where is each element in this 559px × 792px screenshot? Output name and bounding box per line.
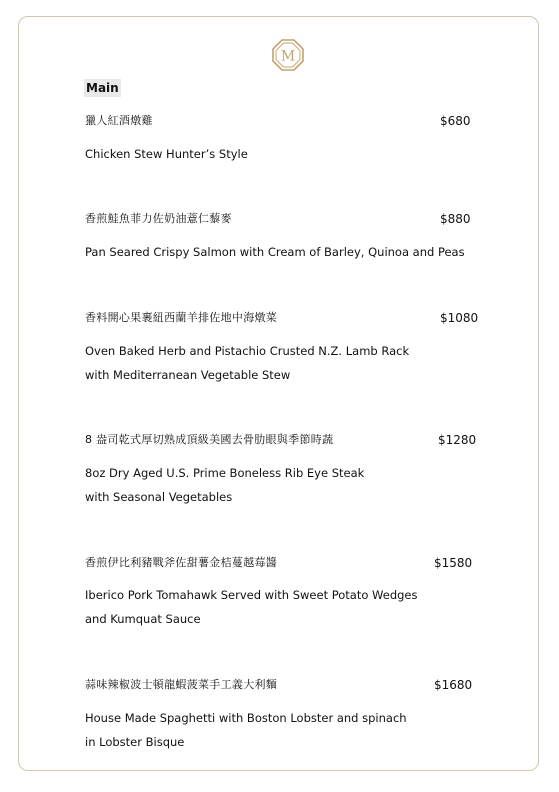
restaurant-logo bbox=[271, 38, 305, 72]
menu-item-name-en-line: 8oz Dry Aged U.S. Prime Boneless Rib Eye Steak bbox=[85, 466, 365, 480]
menu-item-name-zh: 香料開心果裹紐西蘭羊排佐地中海燉菜 bbox=[85, 311, 278, 324]
menu-item-name-en bbox=[85, 583, 418, 631]
menu-item-price: $1080 bbox=[440, 311, 479, 325]
menu-item-name-en-line: with Mediterranean Vegetable Stew bbox=[85, 368, 291, 382]
menu-item-name-zh: 香煎鮭魚菲力佐奶油薏仁藜麥 bbox=[85, 212, 232, 225]
menu-item-name-en-line: Pan Seared Crispy Salmon with Cream of Barley, Quinoa and Peas bbox=[85, 245, 465, 259]
menu-item-price: $680 bbox=[440, 114, 471, 128]
menu-item-price: $1680 bbox=[434, 678, 473, 692]
menu-item-name-zh: 香煎伊比利豬戰斧佐甜薯金桔蔓越莓醬 bbox=[85, 556, 278, 569]
menu-item-name-zh: 獵人紅酒燉雞 bbox=[85, 114, 153, 127]
menu-item-name-en bbox=[85, 142, 248, 166]
menu-item-name-en bbox=[85, 706, 407, 754]
menu-item-name-en-line: Chicken Stew Hunter’s Style bbox=[85, 147, 248, 161]
logo-letter: M bbox=[280, 48, 296, 65]
menu-item-price: $1580 bbox=[434, 556, 473, 570]
section-title: Main bbox=[86, 81, 119, 95]
menu-item-name-en-line: House Made Spaghetti with Boston Lobster and spinach bbox=[85, 711, 407, 725]
menu-item-name-en-line: in Lobster Bisque bbox=[85, 735, 185, 749]
menu-item-price: $880 bbox=[440, 212, 471, 226]
menu-item-price: $1280 bbox=[438, 433, 477, 447]
page-border bbox=[18, 16, 539, 771]
menu-item-name-zh: 8 盎司乾式厚切熟成頂級美國去骨肋眼與季節時蔬 bbox=[85, 433, 334, 446]
menu-item-name-en bbox=[85, 339, 409, 387]
logo-emblem-icon bbox=[271, 38, 305, 72]
menu-item-name-en bbox=[85, 461, 364, 509]
menu-item-name-en-line: Iberico Pork Tomahawk Served with Sweet Potato Wedges bbox=[85, 588, 418, 602]
menu-item-name-en bbox=[85, 240, 465, 264]
menu-item-name-zh: 蒜味辣椒波士頓龍蝦菠菜手工義大利麵 bbox=[85, 678, 278, 691]
menu-item-name-en-line: with Seasonal Vegetables bbox=[85, 490, 233, 504]
menu-item-name-en-line: Oven Baked Herb and Pistachio Crusted N.Z. Lamb Rack bbox=[85, 344, 410, 358]
menu-item-name-en-line: and Kumquat Sauce bbox=[85, 612, 201, 626]
